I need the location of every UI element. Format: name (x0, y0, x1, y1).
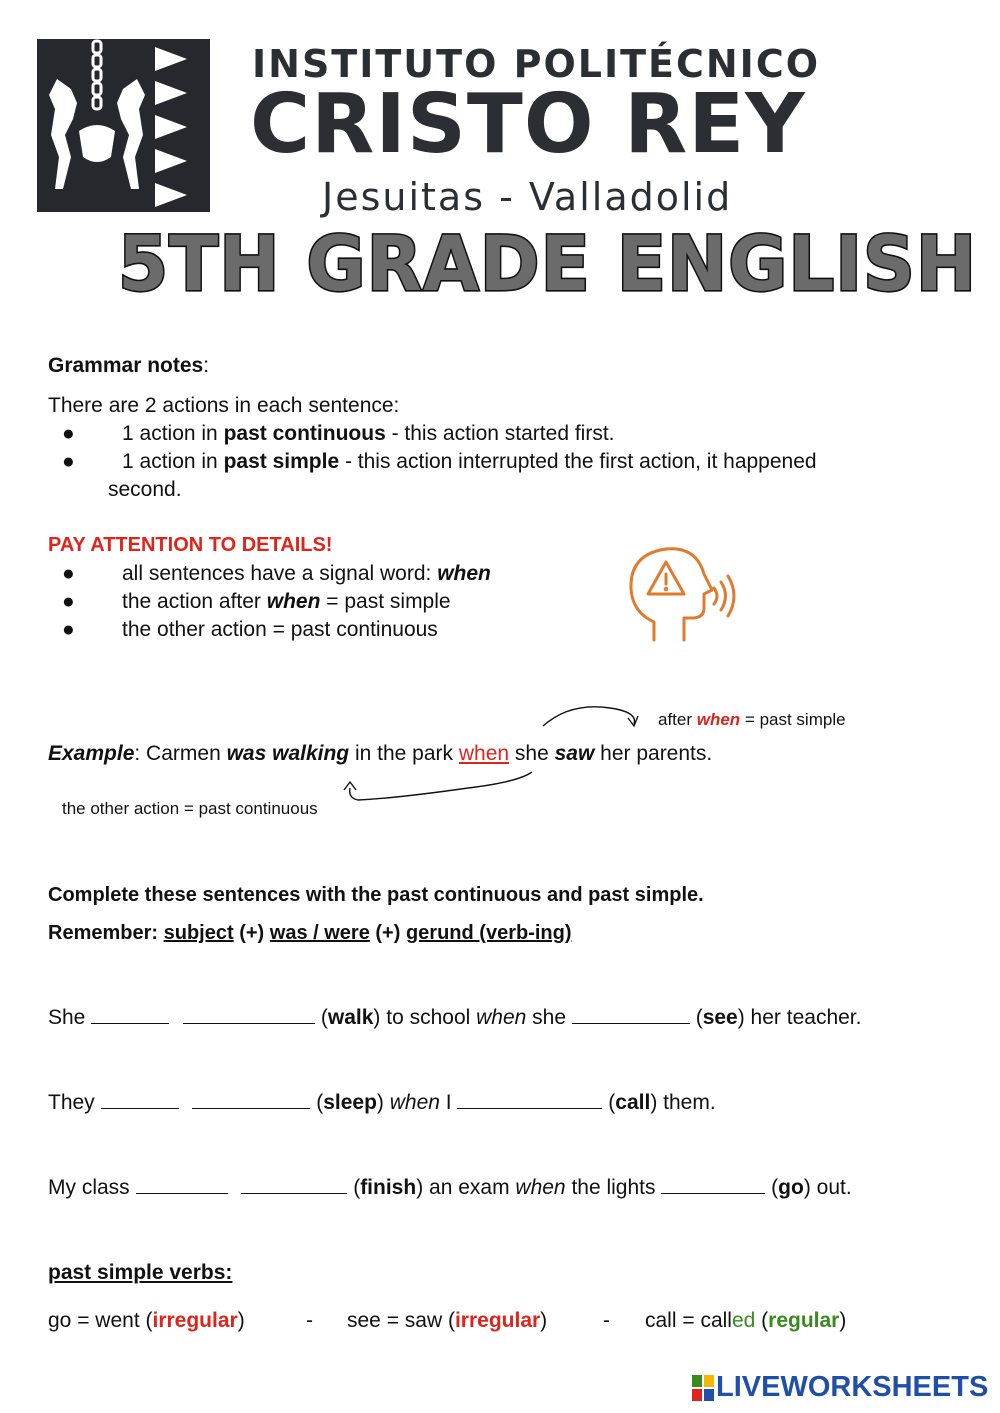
note-after-when: after when = past simple (658, 710, 846, 729)
note-other-action: the other action = past continuous (62, 799, 318, 818)
attention-heading: PAY ATTENTION TO DETAILS! (48, 534, 333, 556)
blank-3b[interactable] (241, 1176, 347, 1194)
verbs-separator-1: - (306, 1309, 313, 1332)
blank-2a[interactable] (101, 1091, 179, 1109)
grammar-heading: Grammar notes: (48, 354, 210, 377)
head-warning-speaking-icon (626, 544, 742, 650)
verbs-separator-2: - (603, 1309, 610, 1332)
exercise-sentence-1: She (walk) to school when she (see) her teacher. (48, 1006, 862, 1029)
verbs-see: see = saw (irregular) (347, 1309, 548, 1332)
blank-3c[interactable] (661, 1176, 765, 1194)
blank-1a[interactable] (91, 1006, 169, 1024)
verbs-call: call = called (regular) (645, 1309, 847, 1332)
exercise-sentence-2: They (sleep) when I (call) them. (48, 1091, 716, 1114)
verbs-go: go = went (irregular) (48, 1309, 245, 1332)
school-logo (37, 39, 210, 212)
arrow-other-action (338, 768, 538, 814)
footer-brand[interactable]: LIVEWORKSHEETS (716, 1371, 989, 1403)
school-name: INSTITUTO POLITÉCNICO (252, 42, 821, 86)
exercise-instruction: Complete these sentences with the past continuous and past simple. (48, 884, 704, 906)
page-title: 5TH GRADE ENGLISH (118, 219, 978, 309)
liveworksheets-logo-icon (692, 1375, 714, 1407)
grammar-intro: There are 2 actions in each sentence: (48, 394, 400, 417)
example-sentence: Example: Carmen was walking in the park when she saw her parents. (48, 742, 713, 765)
school-brand: CRISTO REY (250, 77, 806, 172)
blank-3a[interactable] (136, 1176, 228, 1194)
blank-2b[interactable] (192, 1091, 310, 1109)
blank-2c[interactable] (457, 1091, 602, 1109)
arrow-after-when (540, 700, 645, 738)
grammar-bullet-2-cont: second. (108, 478, 182, 501)
remember-rule: Remember: subject (+) was / were (+) gerund (verb-ing) (48, 922, 572, 944)
blank-1c[interactable] (572, 1006, 690, 1024)
exercise-sentence-3: My class (finish) an exam when the lights (go) out. (48, 1176, 852, 1199)
verbs-heading: past simple verbs: (48, 1261, 233, 1284)
school-subtitle: Jesuitas - Valladolid (322, 175, 733, 219)
blank-1b[interactable] (183, 1006, 315, 1024)
school-crest-icon (37, 39, 210, 212)
